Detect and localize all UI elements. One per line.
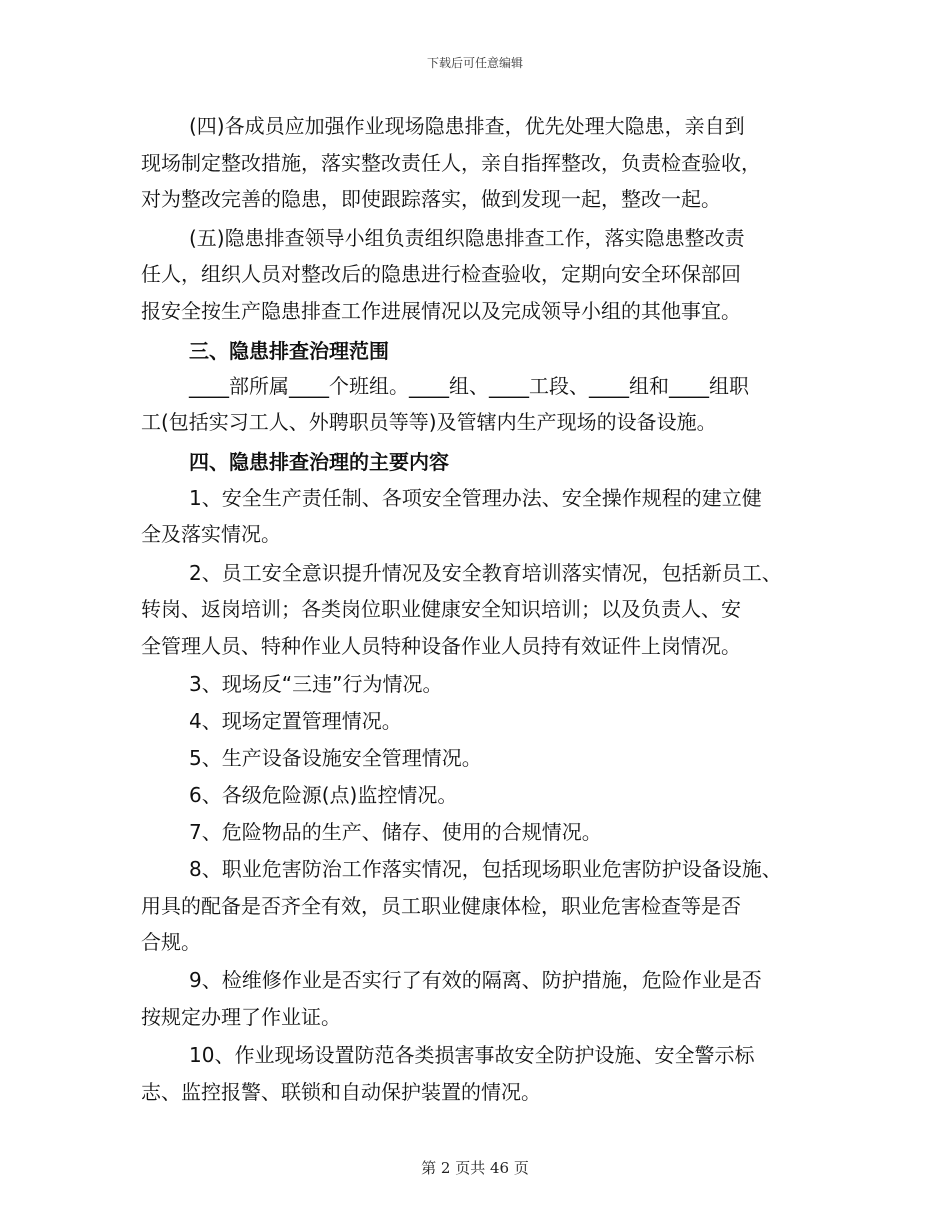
section-heading: 三、隐患排查治理范围 [189,339,389,363]
list-item-line: 6、各级危险源(点)监控情况。 [189,783,458,807]
list-item-line: 转岗、返岗培训；各类岗位职业健康安全知识培训；以及负责人、安 [141,597,741,621]
list-item-line: 全管理人员、特种作业人员特种设备作业人员持有效证件上岗情况。 [141,634,741,658]
list-item-line: 用具的配备是否齐全有效，员工职业健康体检，职业危害检查等是否 [141,894,741,918]
paragraph-line: 现场制定整改措施，落实整改责任人，亲自指挥整改，负责检查验收， [141,151,761,175]
list-item-line: 合规。 [141,930,201,954]
list-item-line: 4、现场定置管理情况。 [189,709,402,733]
list-item-line: 按规定办理了作业证。 [141,1005,341,1029]
paragraph-line: (五)隐患排查领导小组负责组织隐患排查工作，落实隐患整改责 [189,226,745,250]
paragraph-line: 任人，组织人员对整改后的隐患进行检查验收，定期向安全环保部回 [141,262,741,286]
list-item-line: 1、安全生产责任制、各项安全管理办法、安全操作规程的建立健 [189,486,762,510]
list-item-line: 全及落实情况。 [141,522,281,546]
paragraph-line: 对为整改完善的隐患，即使跟踪落实，做到发现一起，整改一起。 [141,187,721,211]
list-item-line: 5、生产设备设施安全管理情况。 [189,746,482,770]
paragraph-line: 报安全按生产隐患排查工作进展情况以及完成领导小组的其他事宜。 [141,299,741,323]
section-heading: 四、隐患排查治理的主要内容 [189,450,449,474]
list-item-line: 9、检维修作业是否实行了有效的隔离、防护措施，危险作业是否 [189,968,762,992]
list-item-line: 志、监控报警、联锁和自动保护装置的情况。 [141,1080,541,1104]
list-item-line: 2、员工安全意识提升情况及安全教育培训落实情况，包括新员工、 [189,561,782,585]
paragraph-line: ____部所属____个班组。____组、____工段、____组和____组职 [189,374,749,398]
list-item-line: 7、危险物品的生产、储存、使用的合规情况。 [189,820,602,844]
list-item-line: 10、作业现场设置防范各类损害事故安全防护设施、安全警示标 [189,1043,755,1067]
paragraph-line: 工(包括实习工人、外聘职员等等)及管辖内生产现场的设备设施。 [141,410,717,434]
list-item-line: 3、现场反“三违”行为情况。 [189,672,443,696]
list-item-line: 8、职业危害防治工作落实情况，包括现场职业危害防护设备设施、 [189,857,782,881]
page-number-footer: 第 2 页共 46 页 [421,1159,529,1177]
paragraph-line: (四)各成员应加强作业现场隐患排查，优先处理大隐患，亲自到 [189,114,745,138]
page-header: 下载后可任意编辑 [426,56,523,70]
